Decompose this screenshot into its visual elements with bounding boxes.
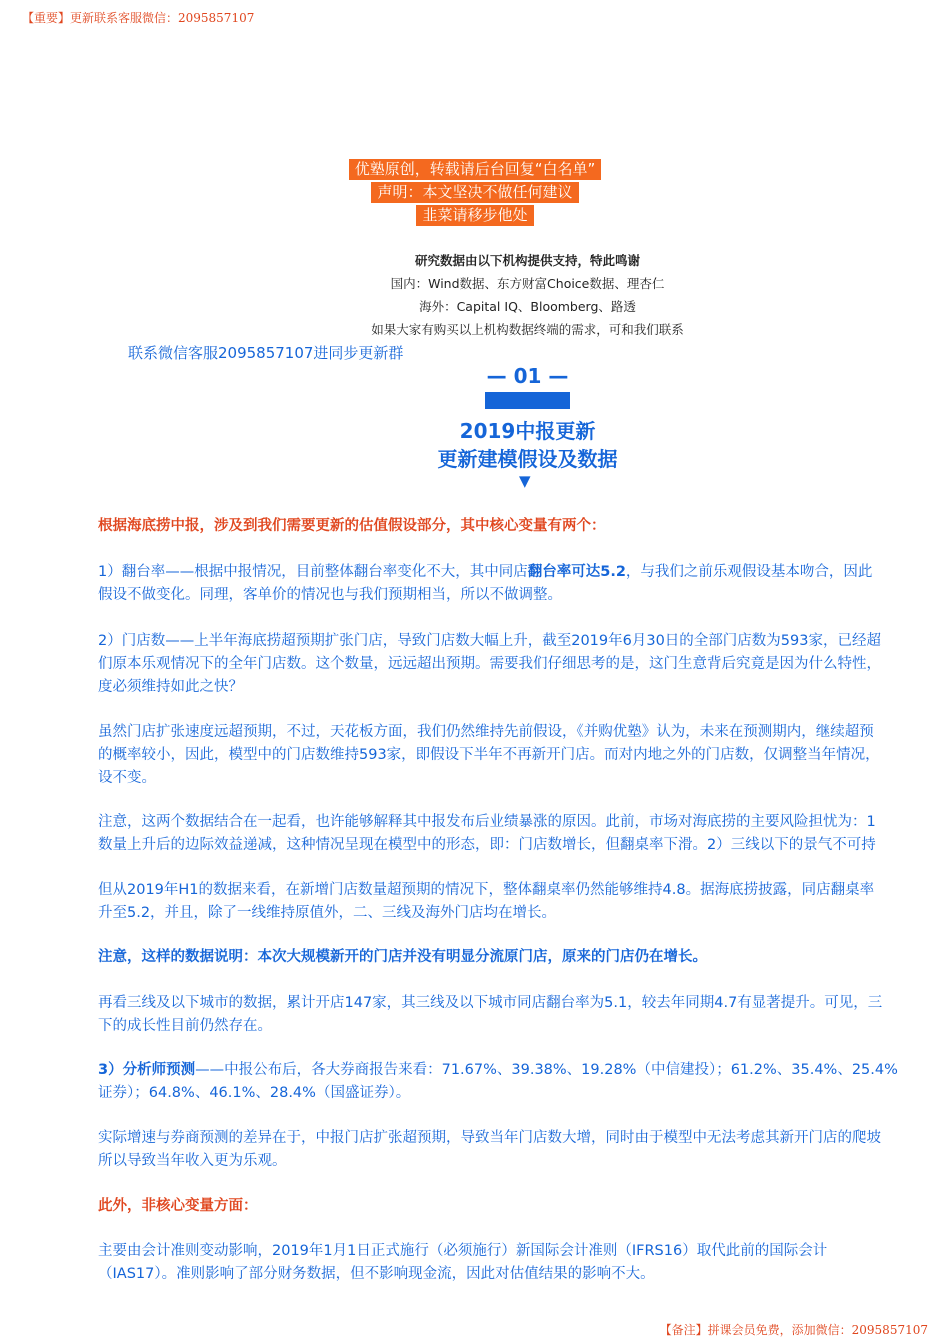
paragraph-accounting: 主要由会计准则变动影响，2019年1月1日正式施行（必须施行）新国际会计准则（IFRS16）取代此前的国际会计 （IAS17）。准则影响了部分财务数据，但不影响现金流，因此对估值结果的影响不大。 <box>98 1243 828 1282</box>
footer-notice: 【备注】拼课会员免费，添加微信：2095857107 <box>659 1323 928 1337</box>
banner-line-1: 优塾原创，转载请后台回复“白名单” <box>0 159 950 180</box>
banner-line-3: 韭菜请移步他处 <box>0 205 950 226</box>
banner-line-2: 声明：本文坚决不做任何建议 <box>0 182 950 203</box>
paragraph-difference: 实际增速与券商预测的差异在于，中报门店扩张超预期，导致当年门店数大增，同时由于模型中无法考虑其新开门店的爬坡 所以导致当年收入更为乐观。 <box>98 1130 881 1169</box>
credits-contact-note: 如果大家有购买以上机构数据终端的需求，可和我们联系 <box>371 322 684 337</box>
header-notice: 【重要】更新联系客服微信：2095857107 <box>22 11 255 25</box>
paragraph-analyst: 3）分析师预测——中报公布后，各大券商报告来看：71.67%、39.38%、19.28%（中信建投）；61.2%、35.4%、25.4% 证券）；64.8%、46.1%、28.4%（国盛证券）。 <box>98 1062 898 1101</box>
paragraph-note: 注意，这样的数据说明：本次大规模新开的门店并没有明显分流原门店，原来的门店仍在增长。 <box>98 949 707 965</box>
paragraph-tier3: 再看三线及以下城市的数据，累计开店147家，其三线及以下城市同店翻台率为5.1，较去年同期4.7有显著提升。可见，三 下的成长性目前仍然存在。 <box>98 995 883 1034</box>
credits-overseas: 海外：Capital IQ、Bloomberg、路透 <box>419 299 636 314</box>
paragraph-risk: 注意，这两个数据结合在一起看，也许能够解释其中报发布后业绩暴涨的原因。此前，市场对海底捞的主要风险担忧为：1 数量上升后的边际效益递减，这种情况呈现在模型中的形态，即：门店数增长，但翻桌率下滑。2）三线以下的景气不可持 <box>98 814 876 853</box>
section-number: — 01 — <box>486 364 569 388</box>
section-title-2: 更新建模假设及数据 <box>437 447 618 471</box>
paragraph-store-count: 2）门店数——上半年海底捞超预期扩张门店，导致门店数大幅上升，截至2019年6月30日的全部门店数为593家，已经超 们原本乐观情况下的全年门店数。这个数量，远远超出预期。需要我们仔细思考的是，这门生意背后究竟是因为什么特性， 度必须维持如此之快？ <box>98 633 881 695</box>
down-arrow-icon: ▼ <box>519 472 531 490</box>
paragraph-turnover: 1）翻台率——根据中报情况，目前整体翻台率变化不大，其中同店翻台率可达5.2，与我们之前乐观假设基本吻合，因此 假设不做变化。同理，客单价的情况也与我们预期相当，所以不做调整。 <box>98 564 873 603</box>
contact-line: 联系微信客服2095857107进同步更新群 <box>128 344 404 362</box>
section-divider-bar <box>485 392 570 409</box>
intro-paragraph: 根据海底捞中报，涉及到我们需要更新的估值假设部分，其中核心变量有两个： <box>98 518 606 534</box>
paragraph-ceiling: 虽然门店扩张速度远超预期，不过，天花板方面，我们仍然维持先前假设，《并购优塾》认为，未来在预测期内，继续超预 的概率较小，因此，模型中的门店数维持593家，即假设下半年不再新开门店。而对内地之外的门店数，仅调整当年情况， 设不变。 <box>98 724 880 786</box>
credits-domestic: 国内：Wind数据、东方财富Choice数据、理杏仁 <box>390 276 665 291</box>
paragraph-h1-data: 但从2019年H1的数据来看，在新增门店数量超预期的情况下，整体翻桌率仍然能够维持4.8。据海底捞披露，同店翻桌率 升至5.2，并且，除了一线维持原值外，二、三线及海外门店均在增长。 <box>98 882 875 921</box>
paragraph-non-core: 此外，非核心变量方面： <box>98 1198 258 1214</box>
section-title-1: 2019中报更新 <box>459 419 596 443</box>
credits-title: 研究数据由以下机构提供支持，特此鸣谢 <box>414 253 640 268</box>
